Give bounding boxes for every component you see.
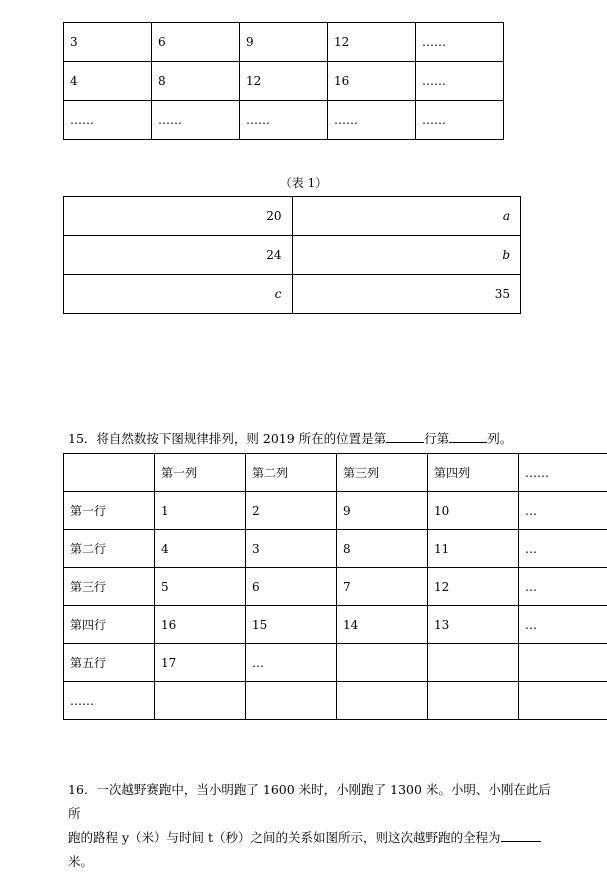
question-text: 15．将自然数按下图规律排列，则 2019 所在的位置是第 xyxy=(68,431,387,446)
table-cell: … xyxy=(519,530,607,568)
table-cell: b xyxy=(292,236,521,275)
question-text: 米。 xyxy=(68,854,94,869)
question-text: 行第 xyxy=(424,431,450,446)
table-row xyxy=(64,62,504,101)
table-row xyxy=(64,530,607,568)
table-cell: 11 xyxy=(428,530,519,568)
table-cell: …… xyxy=(416,101,504,140)
table-cell: … xyxy=(246,644,337,682)
table-cell: … xyxy=(519,568,607,606)
table-cell: …… xyxy=(416,62,504,101)
table-cell: …… xyxy=(64,101,152,140)
table-header-row xyxy=(64,454,607,492)
header-cell: 第一列 xyxy=(155,454,246,492)
table-cell: …… xyxy=(64,682,155,720)
table-cell xyxy=(337,682,428,720)
table-cell: 1 xyxy=(155,492,246,530)
table-cell: 9 xyxy=(337,492,428,530)
answer-blank-row[interactable] xyxy=(386,430,424,443)
table-cell xyxy=(246,682,337,720)
table-cell: 8 xyxy=(337,530,428,568)
table-cell: 17 xyxy=(155,644,246,682)
table-cell: 15 xyxy=(246,606,337,644)
table-cell: 12 xyxy=(240,62,328,101)
table-cell: 24 xyxy=(64,236,293,275)
table-cell xyxy=(428,682,519,720)
table-row xyxy=(64,275,521,314)
question-text: 16．一次越野赛跑中，当小明跑了 1600 米时，小刚跑了 1300 米。小明、小刚在此后所 xyxy=(68,782,551,821)
table-cell: 2 xyxy=(246,492,337,530)
table-cell: 12 xyxy=(428,568,519,606)
table-cell xyxy=(519,644,607,682)
table-row xyxy=(64,236,521,275)
question-text-line2 xyxy=(68,826,554,850)
table-cell: 9 xyxy=(240,23,328,62)
table-cell: 7 xyxy=(337,568,428,606)
header-cell: …… xyxy=(519,454,607,492)
table-cell: 14 xyxy=(337,606,428,644)
table1 xyxy=(63,196,521,314)
table-cell: 第三行 xyxy=(64,568,155,606)
table-cell: 8 xyxy=(152,62,240,101)
table-row xyxy=(64,101,504,140)
header-cell: 第二列 xyxy=(246,454,337,492)
table-cell: …… xyxy=(240,101,328,140)
table-cell: 13 xyxy=(428,606,519,644)
table-cell: 20 xyxy=(64,197,293,236)
table-cell: 第四行 xyxy=(64,606,155,644)
question-text: 跑的路程 y（米）与时间 t（秒）之间的关系如图所示，则这次越野跑的全程为 xyxy=(68,830,501,845)
table-cell: a xyxy=(292,197,521,236)
table-cell: 10 xyxy=(428,492,519,530)
table-cell: 16 xyxy=(155,606,246,644)
table-cell: 第二行 xyxy=(64,530,155,568)
table-row xyxy=(64,492,607,530)
table-row xyxy=(64,682,607,720)
table-cell: 4 xyxy=(64,62,152,101)
header-cell xyxy=(64,454,155,492)
table-cell: 第一行 xyxy=(64,492,155,530)
table-row xyxy=(64,568,607,606)
table-cell: 5 xyxy=(155,568,246,606)
table-cell: …… xyxy=(152,101,240,140)
table-cell: 12 xyxy=(328,23,416,62)
top-number-table xyxy=(63,22,504,140)
table-cell: 第五行 xyxy=(64,644,155,682)
table-cell: 6 xyxy=(152,23,240,62)
table-row xyxy=(64,23,504,62)
table-cell: c xyxy=(64,275,293,314)
table-cell: 6 xyxy=(246,568,337,606)
header-cell: 第三列 xyxy=(337,454,428,492)
answer-blank-distance[interactable] xyxy=(501,829,541,842)
question-16 xyxy=(68,778,554,874)
table-cell: 4 xyxy=(155,530,246,568)
table-cell: 35 xyxy=(292,275,521,314)
question-text: 列。 xyxy=(487,431,513,446)
table-cell xyxy=(428,644,519,682)
table-row xyxy=(64,644,607,682)
table-cell: 3 xyxy=(246,530,337,568)
number-arrangement-table xyxy=(63,453,607,720)
table-row xyxy=(64,197,521,236)
table-cell: …… xyxy=(416,23,504,62)
table-row xyxy=(64,606,607,644)
table-cell xyxy=(519,682,607,720)
table1-caption: （表 1） xyxy=(279,176,328,190)
table-cell xyxy=(337,644,428,682)
header-cell: 第四列 xyxy=(428,454,519,492)
table-cell: … xyxy=(519,606,607,644)
question-15 xyxy=(68,426,512,452)
table-cell: … xyxy=(519,492,607,530)
table-cell: 3 xyxy=(64,23,152,62)
table-cell: 16 xyxy=(328,62,416,101)
answer-blank-column[interactable] xyxy=(449,430,487,443)
table-cell xyxy=(155,682,246,720)
table-cell: …… xyxy=(328,101,416,140)
